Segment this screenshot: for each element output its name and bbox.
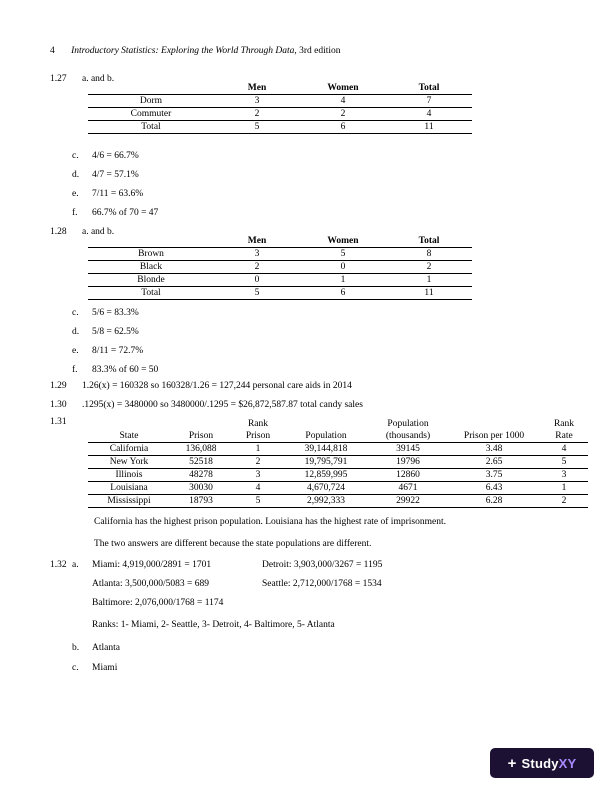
blank: [170, 418, 232, 430]
page-header: [50, 46, 341, 56]
problem-128-part-d-text: 5/8 = 62.5%: [92, 327, 139, 337]
cell: 2: [214, 261, 300, 274]
table-row: [88, 456, 588, 469]
table-127-header-women: Women: [327, 83, 359, 93]
problem-number-129: 1.29: [50, 381, 67, 391]
cell: 8: [386, 248, 472, 261]
problem-132-line-1-left: Miami: 4,919,000/2891 = 1701: [92, 560, 212, 570]
problem-128-part-ab: a. and b.: [82, 227, 115, 237]
problem-132-line-3-left: Baltimore: 2,076,000/1768 = 1174: [92, 598, 224, 608]
cell: 4,670,724: [284, 482, 368, 495]
table-128-header-men: Men: [247, 236, 267, 246]
problem-132-line-2-right: Seattle: 2,712,000/1768 = 1534: [262, 579, 382, 589]
table-row: [88, 261, 472, 274]
table-127-header-total: Total: [418, 83, 440, 93]
table-row: [88, 274, 472, 287]
cell: 3: [540, 469, 588, 482]
problem-number-130: 1.30: [50, 400, 67, 410]
cell: Dorm: [88, 95, 214, 108]
cell: 48278: [170, 469, 232, 482]
blank: [88, 418, 170, 430]
problem-127-part-f-letter: f.: [72, 208, 78, 218]
plus-icon: +: [507, 754, 517, 772]
table-127-header-blank: [88, 82, 214, 95]
problem-132-part-c-text: Miami: [92, 663, 118, 673]
studyxy-watermark[interactable]: [490, 748, 594, 778]
table-131-header-population: Population: [305, 431, 347, 441]
cell: 4: [540, 443, 588, 456]
problem-131-conclusion-1: California has the highest prison population. Louisiana has the highest rate of imprisonment.: [94, 517, 446, 527]
table-131: [88, 418, 588, 508]
table-row: [88, 495, 588, 508]
cell: 5: [214, 121, 300, 134]
blank: [284, 418, 368, 430]
book-title: Introductory Statistics: Exploring the World Through Data,: [71, 46, 297, 56]
problem-128-part-c-letter: c.: [72, 308, 79, 318]
book-edition: 3rd edition: [299, 46, 341, 56]
table-131-header-line1: [88, 418, 588, 430]
cell: 11: [386, 287, 472, 300]
cell: 6: [300, 287, 386, 300]
cell: Total: [88, 287, 214, 300]
blank: [448, 418, 540, 430]
problem-127-part-e-letter: e.: [72, 189, 79, 199]
cell: 2,992,333: [284, 495, 368, 508]
problem-132-part-b-text: Atlanta: [92, 643, 120, 653]
table-128-header-total: Total: [418, 236, 440, 246]
table-131-header-prison: Prison: [188, 431, 214, 441]
cell: Commuter: [88, 108, 214, 121]
cell: 2: [232, 456, 284, 469]
problem-132-line-2-left: Atlanta: 3,500,000/5083 = 689: [92, 579, 209, 589]
problem-130-text: .1295(x) = 3480000 so 3480000/.1295 = $26,872,587.87 total candy sales: [82, 400, 363, 410]
cell: 1: [300, 274, 386, 287]
cell: Total: [88, 121, 214, 134]
cell: 3: [232, 469, 284, 482]
table-128-header-women: Women: [327, 236, 359, 246]
cell: 19796: [368, 456, 448, 469]
cell: 5: [232, 495, 284, 508]
problem-127-part-c-letter: c.: [72, 151, 79, 161]
cell: 12860: [368, 469, 448, 482]
problem-number-127: 1.27: [50, 74, 67, 84]
table-127-header-men: Men: [247, 83, 267, 93]
problem-127-part-d-text: 4/7 = 57.1%: [92, 170, 139, 180]
problem-132-part-b-letter: b.: [72, 643, 80, 653]
cell: 19,795,791: [284, 456, 368, 469]
problem-129-text: 1.26(x) = 160328 so 160328/1.26 = 127,244 personal care aids in 2014: [82, 381, 352, 391]
cell: 0: [300, 261, 386, 274]
cell: New York: [88, 456, 170, 469]
problem-131-conclusion-2: The two answers are different because the state populations are different.: [94, 539, 372, 549]
cell: 5: [300, 248, 386, 261]
problem-number-128: 1.28: [50, 227, 67, 237]
cell: 6.43: [448, 482, 540, 495]
problem-128-part-c-text: 5/6 = 83.3%: [92, 308, 139, 318]
cell: 3: [214, 248, 300, 261]
table-row: [88, 469, 588, 482]
problem-128-part-e-text: 8/11 = 72.7%: [92, 346, 144, 356]
cell: 29922: [368, 495, 448, 508]
table-131-header-rank-rate-line1: Rank: [553, 419, 575, 429]
cell: 136,088: [170, 443, 232, 456]
cell: 5: [540, 456, 588, 469]
table-131-header-state: State: [119, 431, 139, 441]
table-131-header-line2: [88, 430, 588, 443]
cell: 0: [214, 274, 300, 287]
cell: Mississippi: [88, 495, 170, 508]
cell: Brown: [88, 248, 214, 261]
problem-132-line-1-right: Detroit: 3,903,000/3267 = 1195: [262, 560, 383, 570]
cell: 4: [232, 482, 284, 495]
cell: 6: [300, 121, 386, 134]
problem-127-part-ab: a. and b.: [82, 74, 115, 84]
cell: 1: [232, 443, 284, 456]
cell: 39145: [368, 443, 448, 456]
studyxy-logo-text: [522, 756, 577, 771]
cell: 6.28: [448, 495, 540, 508]
table-row: [88, 108, 472, 121]
cell: 3: [214, 95, 300, 108]
problem-128-part-f-text: 83.3% of 60 = 50: [92, 365, 159, 375]
cell: Blonde: [88, 274, 214, 287]
cell: 3.75: [448, 469, 540, 482]
problem-128-part-f-letter: f.: [72, 365, 78, 375]
table-131-header-population-thousands-line2: (thousands): [385, 431, 431, 441]
cell: 2: [300, 108, 386, 121]
problem-127-part-c-text: 4/6 = 66.7%: [92, 151, 139, 161]
cell: 52518: [170, 456, 232, 469]
problem-128-part-e-letter: e.: [72, 346, 79, 356]
table-row: [88, 95, 472, 108]
cell: California: [88, 443, 170, 456]
cell: 39,144,818: [284, 443, 368, 456]
cell: 12,859,995: [284, 469, 368, 482]
problem-number-132: 1.32: [50, 560, 67, 570]
problem-number-131: 1.31: [50, 417, 67, 427]
cell: 18793: [170, 495, 232, 508]
table-row: [88, 248, 472, 261]
logo-study-text: Study: [521, 755, 559, 771]
page-number: 4: [50, 46, 55, 56]
cell: 2: [214, 108, 300, 121]
problem-132-ranks: Ranks: 1- Miami, 2- Seattle, 3- Detroit, 4- Baltimore, 5- Atlanta: [92, 620, 335, 630]
table-127: [88, 82, 472, 134]
table-row: [88, 482, 588, 495]
table-128: [88, 235, 472, 300]
table-row: [88, 121, 472, 134]
table-131-header-prison-per-1000: Prison per 1000: [463, 431, 525, 441]
cell: 4671: [368, 482, 448, 495]
table-131-header-population-thousands-line1: Population: [387, 419, 429, 429]
cell: Black: [88, 261, 214, 274]
cell: 7: [386, 95, 472, 108]
table-131-header-rank-rate-line2: Rate: [555, 431, 573, 441]
cell: 1: [540, 482, 588, 495]
table-row: [88, 443, 588, 456]
table-128-header-blank: [88, 235, 214, 248]
cell: 3.48: [448, 443, 540, 456]
cell: Louisiana: [88, 482, 170, 495]
table-131-header-rank-prison-line2: Prison: [245, 431, 271, 441]
problem-127-part-f-text: 66.7% of 70 = 47: [92, 208, 159, 218]
problem-132-part-c-letter: c.: [72, 663, 79, 673]
cell: 2.65: [448, 456, 540, 469]
cell: 2: [540, 495, 588, 508]
table-row: [88, 287, 472, 300]
cell: 4: [386, 108, 472, 121]
cell: Illinois: [88, 469, 170, 482]
problem-128-part-d-letter: d.: [72, 327, 80, 337]
cell: 2: [386, 261, 472, 274]
cell: 4: [300, 95, 386, 108]
cell: 30030: [170, 482, 232, 495]
cell: 1: [386, 274, 472, 287]
cell: 5: [214, 287, 300, 300]
logo-xy-text: XY: [558, 755, 577, 771]
problem-132-part-a-letter: a.: [72, 560, 79, 570]
table-131-header-rank-prison-line1: Rank: [247, 419, 269, 429]
problem-127-part-e-text: 7/11 = 63.6%: [92, 189, 144, 199]
cell: 11: [386, 121, 472, 134]
problem-127-part-d-letter: d.: [72, 170, 80, 180]
